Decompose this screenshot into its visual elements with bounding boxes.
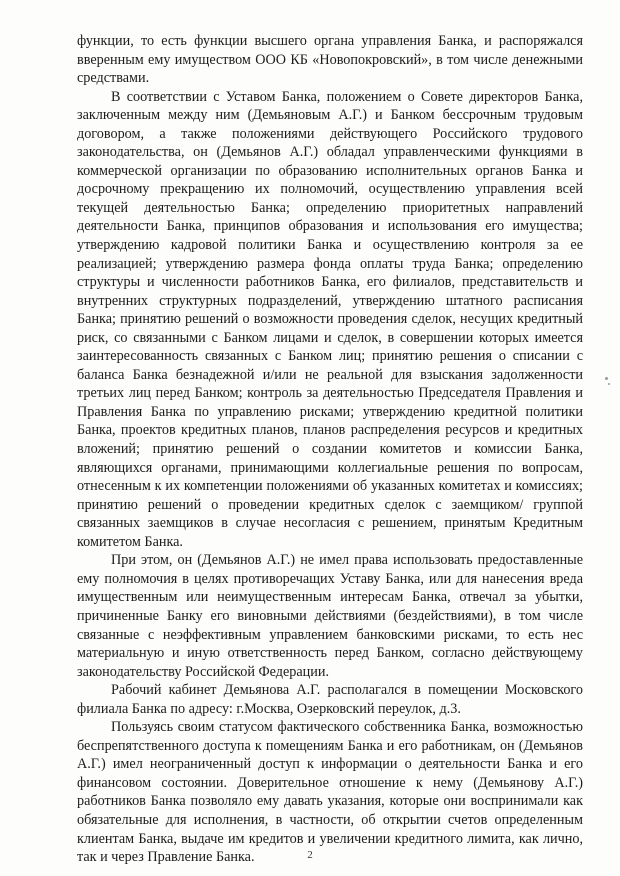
paragraph-restrictions: При этом, он (Демьянов А.Г.) не имел права использовать предоставленные ему полномочия в целях противоречащих Уставу Банка, или для нанесения вреда имущественным или неимущественным интересам Банка, отвечал за убытки, причиненные Банку его виновными действиями (бездействиями), в том числе связанные с неэффективным управлением банковскими рисками, то есть нес материальную и иную ответственность перед Банком, согласно действующему законодательству Российской Федерации.: [77, 552, 583, 680]
document-body: [77, 32, 583, 867]
scan-speck: [605, 377, 608, 380]
paragraph-status: Пользуясь своим статусом фактического собственника Банка, возможностью беспрепятственного доступа к помещениям Банка и его работникам, он (Демьянов А.Г.) имел неограниченный доступ к информации о деятельности Банка и его финансовом состоянии. Доверительное отношение к нему (Демьянову А.Г.) работников Банка позволяло ему давать указания, которые они воспринимали как обязательные для исполнения, в частности, об открытии счетов определенным клиентам Банка, выдаче им кредитов и увеличении кредитного лимита, как лично, так и через Правление Банка.: [77, 719, 583, 866]
scan-speck: [608, 383, 610, 385]
paragraph-office: Рабочий кабинет Демьянова А.Г. располагался в помещении Московского филиала Банка по адресу: г.Москва, Озерковский переулок, д.3.: [77, 682, 583, 717]
page-number: 2: [307, 849, 313, 861]
paragraph-authority: В соответствии с Уставом Банка, положением о Совете директоров Банка, заключенным между ним (Демьяновым А.Г.) и Банком бессрочным трудовым договором, а также положениями действующего Российского трудового законодательства, он (Демьянов А.Г.) обладал управленческими функциями в коммерческой организации по образованию исполнительных органов Банка и досрочному прекращению их полномочий, осуществлению управления всей текущей деятельностью Банка; определению приоритетных направлений деятельности Банка, принципов образования и использования его имущества; утверждению кадровой политики Банка и осуществлению контроля за ее реализацией; утверждению размера фонда оплаты труда Банка; определению структуры и численности работников Банка, его филиалов, представительств и внутренних структурных подразделений, утверждению штатного расписания Банка; принятию решений о возможности проведения сделок, несущих кредитный риск, со связанными с Банком лицами и сделок, в совершении которых имеется заинтересованность связанных с Банком лиц; принятию решения о списании с баланса Банка безнадежной и/или не реальной для взыскания задолженности третьих лиц перед Банком; контроль за деятельностью Председателя Правления и Правления Банка по управлению рисками; утверждению кредитной политики Банка, проектов кредитных планов, планов распределения ресурсов и кредитных вложений; принятию решений о создании комитетов и комиссии Банка, являющихся органами, принимающими коллегиальные решения по вопросам, отнесенным к их компетенции положениями об указанных комитетах и комиссиях; принятию решений о проведении кредитных сделок с заемщиком/ группой связанных заемщиков в случае несогласия с решением, принятым Кредитным комитетом Банка.: [77, 88, 583, 550]
paragraph-continuation: функции, то есть функции высшего органа управления Банка, и распоряжался вверенным ему имуществом ООО КБ «Новопокровский», в том числе денежными средствами.: [77, 33, 583, 87]
